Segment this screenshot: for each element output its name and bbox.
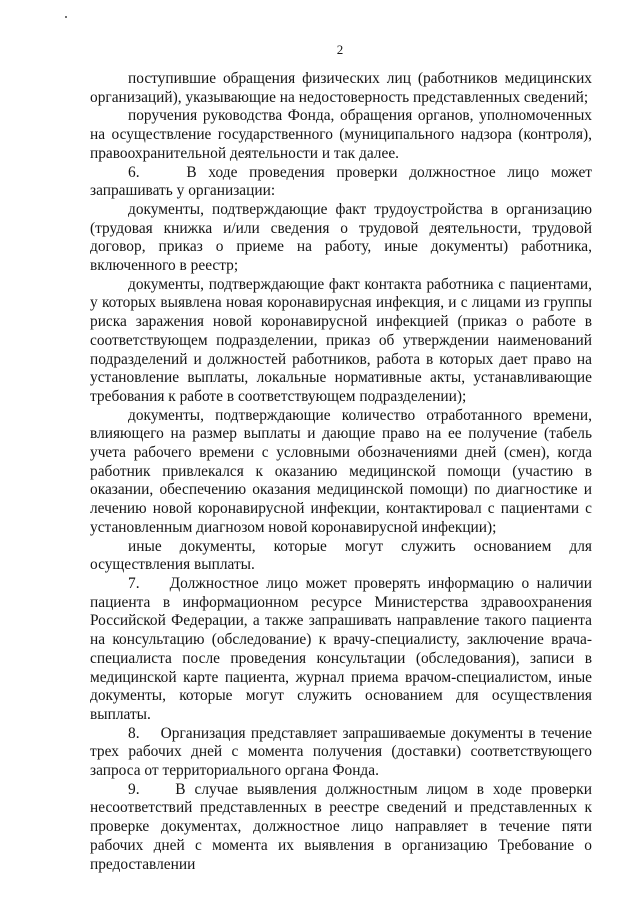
paragraph-item-9: 9. В случае выявления должностным лицом в ходе проверки несоответствий представленных в реестре сведений и представленных к проверке документах, должностное лицо направляет в течение пяти рабочих дней с момента их выявления в организацию Требование о предоставлении <box>90 780 592 873</box>
paragraph-employment-documents: документы, подтверждающие факт трудоустройства в организацию (трудовая книжка и/или сведения о трудовой деятельности, трудовой договор, приказ о приеме на работу, иные документы) работника, включенного в реестр; <box>90 200 592 275</box>
paragraph-worktime-documents: документы, подтверждающие количество отработанного времени, влияющего на размер выплаты и дающие право на ее получение (табель учета рабочего времени с условными обозначениями дней (смен), когда работник привлекался к оказанию медицинской помощи (участию в оказании, обеспечению оказания медицинской помощи) по диагностике и лечению новой коронавирусной инфекции, контактировал с пациентами с установленным диагнозом новой коронавирусной инфекции); <box>90 406 592 536</box>
paragraph-item-7: 7. Должностное лицо может проверять информацию о наличии пациента в информационном ресурсе Министерства здравоохранения Российской Федерации, а также запрашивать направление такого пациента на консультацию (обследование) к врачу-специалисту, заключение врача-специалиста после проведения консультации (обследования), записи в медицинской карте пациента, журнал приема врачом-специалистом, иные документы, которые могут служить основанием для осуществления выплаты. <box>90 574 592 723</box>
paragraph-fund-instructions: поручения руководства Фонда, обращения органов, уполномоченных на осуществление государственного (муниципального надзора (контроля), правоохранительной деятельности и так далее. <box>90 107 592 162</box>
paragraph-item-8: 8. Организация представляет запрашиваемые документы в течение трех рабочих дней с момента получения (доставки) соответствующего запроса от территориального органа Фонда. <box>90 724 592 780</box>
paragraph-other-documents: иные документы, которые могут служить основанием для осуществления выплаты. <box>90 537 592 574</box>
page-number: 2 <box>336 42 344 57</box>
scan-speck <box>65 16 67 18</box>
paragraph-received-appeals: поступившие обращения физических лиц (работников медицинских организаций), указывающие на недостоверность представленных сведений; <box>90 70 592 106</box>
paragraph-item-6: 6. В ходе проведения проверки должностное лицо может запрашивать у организации: <box>90 163 592 200</box>
document-body <box>90 70 592 874</box>
paragraph-contact-documents: документы, подтверждающие факт контакта работника с пациентами, у которых выявлена новая коронавирусная инфекция, и с лицами из группы риска заражения новой коронавирусной инфекцией (приказ о работе в соответствующем подразделении, приказ об утверждении наименований подразделений и должностей работников, работа в которых дает право на установление выплаты, локальные нормативные акты, устанавливающие требования к работе в соответствующем подразделении); <box>90 275 592 405</box>
